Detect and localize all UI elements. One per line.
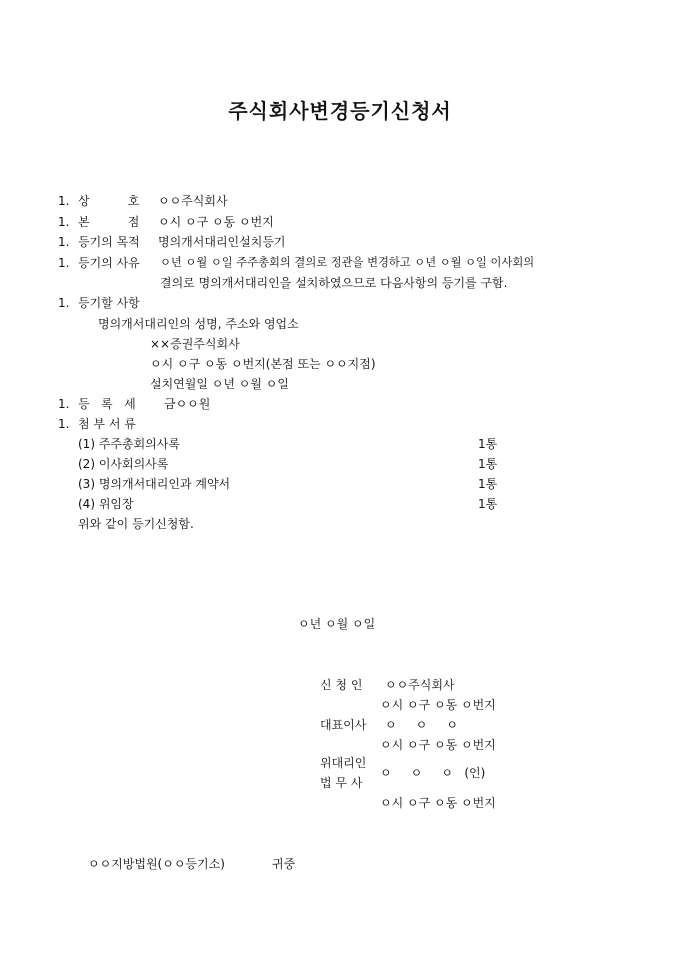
item-number: 1. bbox=[58, 256, 70, 270]
attachments-label: 첨 부 서 류 bbox=[78, 417, 136, 431]
applicant-name: ㅇㅇ주식회사 bbox=[385, 678, 455, 692]
purpose-value: 명의개서대리인설치등기 bbox=[158, 235, 286, 249]
item-number: 1. bbox=[58, 215, 70, 229]
closing-statement: 위와 같이 등기신청함. bbox=[78, 517, 194, 531]
attachment-item: (3) 명의개서대리인과 계약서 bbox=[78, 477, 231, 491]
reason-line-1: ㅇ년 ㅇ월 ㅇ일 주주총회의 결의로 정관을 변경하고 ㅇ년 ㅇ월 ㅇ일 이사회의 bbox=[160, 256, 535, 269]
attachment-count: 1통 bbox=[478, 437, 498, 451]
agent-name: ××증권주식회사 bbox=[150, 337, 240, 351]
attachment-item: (1) 주주총회의사록 bbox=[78, 437, 180, 451]
agent-address: ㅇ시 ㅇ구 ㅇ동 ㅇ번지(본점 또는 ㅇㅇ지점) bbox=[150, 357, 376, 371]
item-number: 1. bbox=[58, 194, 70, 208]
representative-address: ㅇ시 ㅇ구 ㅇ동 ㅇ번지 bbox=[380, 738, 496, 752]
trade-name-label: 상 호 bbox=[78, 194, 140, 208]
filing-date: ㅇ년 ㅇ월 ㅇ일 bbox=[298, 617, 376, 631]
reason-line-2: 결의로 명의개서대리인을 설치하였으므로 다음사항의 등기를 구함. bbox=[160, 276, 508, 290]
install-date: 설치연월일 ㅇ년 ㅇ월 ㅇ일 bbox=[150, 377, 289, 391]
representative-name: ㅇ ㅇ ㅇ bbox=[385, 718, 458, 732]
item-number: 1. bbox=[58, 397, 70, 411]
head-office-value: ㅇ시 ㅇ구 ㅇ동 ㅇ번지 bbox=[158, 215, 274, 229]
trade-name-value: ㅇㅇ주식회사 bbox=[158, 194, 228, 208]
item-number: 1. bbox=[58, 235, 70, 249]
tax-label: 등 록 세 bbox=[78, 397, 136, 411]
head-office-label: 본 점 bbox=[78, 215, 140, 229]
attachment-count: 1통 bbox=[478, 457, 498, 471]
attachment-count: 1통 bbox=[478, 497, 498, 511]
matters-label: 등기할 사항 bbox=[78, 296, 140, 310]
proxy-name-seal: ㅇ ㅇ ㅇ (인) bbox=[380, 766, 486, 780]
attachment-item: (4) 위임장 bbox=[78, 497, 134, 511]
applicant-address: ㅇ시 ㅇ구 ㅇ동 ㅇ번지 bbox=[380, 698, 496, 712]
attachment-count: 1통 bbox=[478, 477, 498, 491]
document-title: 주식회사변경등기신청서 bbox=[228, 99, 452, 123]
tax-value: 금ㅇㅇ원 bbox=[164, 397, 211, 411]
representative-label: 대표이사 bbox=[320, 718, 367, 732]
item-number: 1. bbox=[58, 417, 70, 431]
proxy-label: 위대리인 bbox=[320, 756, 367, 770]
applicant-label: 신 청 인 bbox=[320, 678, 363, 692]
item-number: 1. bbox=[58, 296, 70, 310]
purpose-label: 등기의 목적 bbox=[78, 235, 140, 249]
reason-label: 등기의 사유 bbox=[78, 256, 140, 270]
attachment-item: (2) 이사회의사록 bbox=[78, 457, 169, 471]
addressee: 귀중 bbox=[272, 857, 296, 871]
proxy-title: 법 무 사 bbox=[320, 776, 363, 790]
court-name: ㅇㅇ지방법원(ㅇㅇ등기소) bbox=[88, 857, 225, 871]
matters-sub-heading: 명의개서대리인의 성명, 주소와 영업소 bbox=[98, 317, 299, 331]
proxy-address: ㅇ시 ㅇ구 ㅇ동 ㅇ번지 bbox=[380, 796, 496, 810]
